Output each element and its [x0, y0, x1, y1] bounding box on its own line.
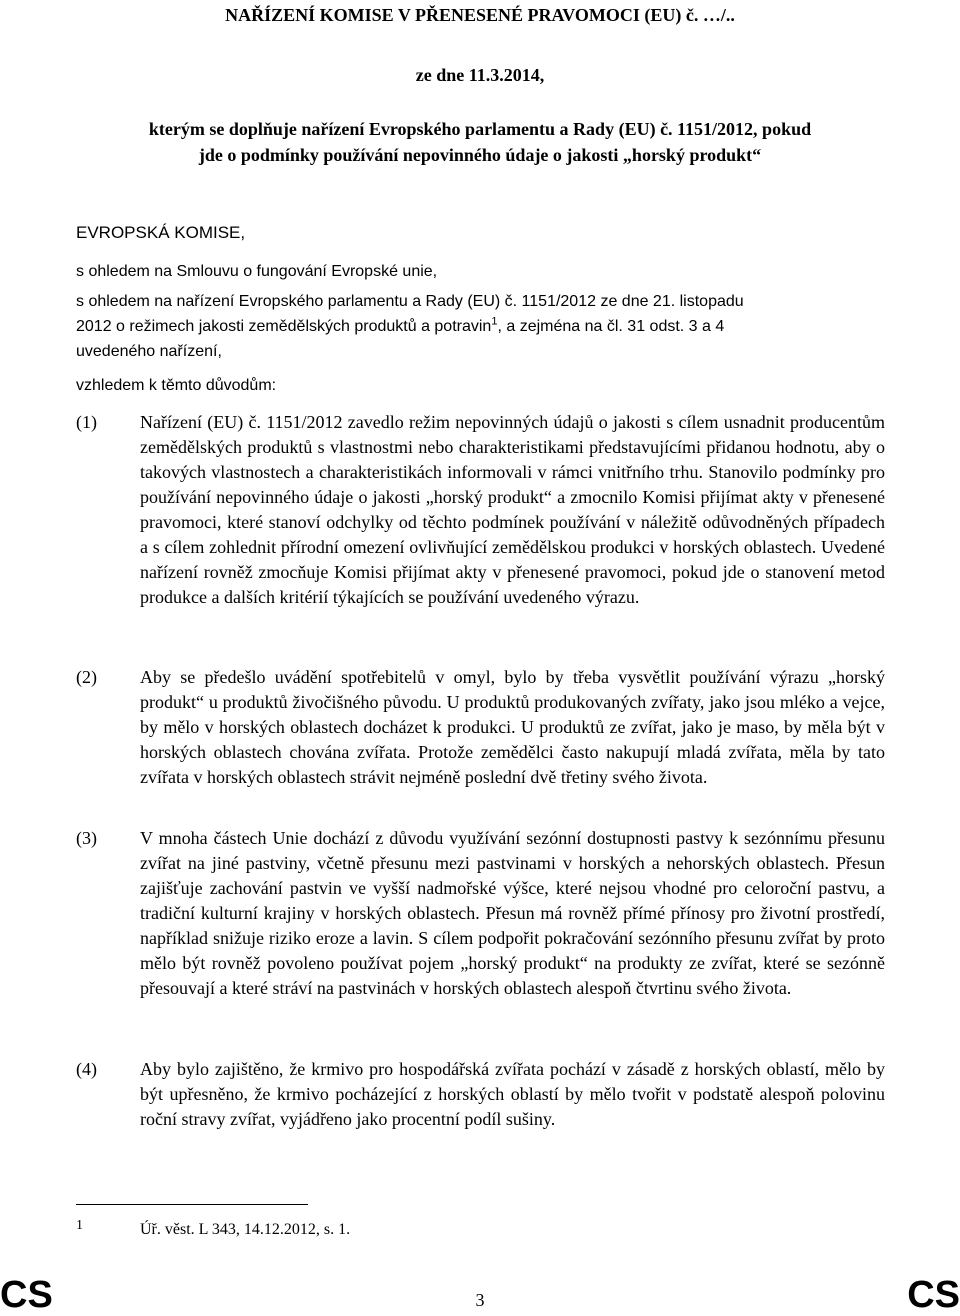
- language-code-right: CS: [907, 1274, 960, 1316]
- citation-regulation-text-a: 2012 o režimech jakosti zemědělských produktů a potravin: [76, 318, 492, 335]
- citation-treaty: s ohledem na Smlouvu o fungování Evropské unie,: [76, 263, 438, 280]
- page-number: 3: [475, 1290, 485, 1310]
- footnote-separator: [76, 1204, 308, 1205]
- recital-4-text: Aby bylo zajištěno, že krmivo pro hospodářská zvířata pochází v zásadě z horských oblastí, mělo by být upřesněno, že krmivo pocházející z horských oblastí by mělo tvořit v podstatě alespoň polovinu roční stravy zvířat, vyjádřeno jako procentní podíl sušiny.: [140, 1059, 885, 1129]
- citation-regulation-line-1: s ohledem na nařízení Evropského parlamentu a Rady (EU) č. 1151/2012 ze dne 21. listopadu: [76, 293, 744, 310]
- citation-regulation-line-3: uvedeného nařízení,: [76, 343, 222, 360]
- whereas-clause: vzhledem k těmto důvodům:: [76, 377, 277, 394]
- document-subject-line-2: jde o podmínky používání nepovinného údaje o jakosti „horský produkt“: [198, 145, 762, 165]
- recital-2-text: Aby se předešlo uvádění spotřebitelů v omyl, bylo by třeba vysvětlit používání výrazu „horský produkt“ u produktů živočišného původu. U produktů produkovaných zvířaty, jako jsou mléko a vejce, by mělo v horských oblastech docházet k produkci. U produktů ze zvířat, jako je maso, by měla být v horských oblastech chována zvířata. Protože zemědělci často nakupují mladá zvířata, měla by tato zvířata v horských oblastech strávit nejméně poslední dvě třetiny svého života.: [140, 667, 885, 787]
- recital-1-number: (1): [76, 412, 97, 432]
- recital-3-number: (3): [76, 828, 97, 848]
- recital-1-text: Nařízení (EU) č. 1151/2012 zavedlo režim nepovinných údajů o jakosti s cílem usnadnit producentům zemědělských produktů s vlastnostmi nebo charakteristikami představujícími přidanou hodnotu, aby o takových vlastnostech a charakteristikách informovali v rámci vnitřního trhu. Stanovilo podmínky pro používání nepovinného údaje o jakosti „horský produkt“ a zmocnilo Komisi přijímat akty v přenesené pravomoci, které stanoví odchylky od těchto podmínek používání v náležitě odůvodněných případech a s cílem zohlednit přírodní omezení ovlivňující zemědělskou produkci v horských oblastech. Uvedené nařízení rovněž zmocňuje Komisi přijímat akty v přenesené pravomoci, pokud jde o stanovení metod produkce a dalších kritérií týkajících se používání uvedeného výrazu.: [140, 412, 885, 607]
- footnote-text: Úř. věst. L 343, 14.12.2012, s. 1.: [140, 1221, 351, 1238]
- citation-regulation-line-2: [76, 314, 724, 340]
- footnote-number: 1: [76, 1218, 83, 1233]
- recital-2-number: (2): [76, 667, 97, 687]
- citation-regulation-text-b: , a zejména na čl. 31 odst. 3 a 4: [497, 318, 725, 335]
- recital-4-number: (4): [76, 1059, 97, 1079]
- document-date: ze dne 11.3.2014,: [415, 65, 545, 85]
- institution-name: EVROPSKÁ KOMISE,: [76, 223, 246, 242]
- footnote-reference: 1: [491, 315, 498, 328]
- document-title: NAŘÍZENÍ KOMISE V PŘENESENÉ PRAVOMOCI (EU) č. …/..: [225, 5, 735, 25]
- document-subject-line-1: kterým se doplňuje nařízení Evropského parlamentu a Rady (EU) č. 1151/2012, pokud: [148, 119, 812, 139]
- language-code-left: CS: [0, 1274, 53, 1316]
- recital-3-text: V mnoha částech Unie dochází z důvodu využívání sezónní dostupnosti pastvy k sezónnímu přesunu zvířat na jiné pastviny, včetně přesunu mezi pastvinami v horských a nehorských oblastech. Přesun zajišťuje zachování pastvin ve vyšší nadmořské výšce, které nejsou vhodné pro celoroční pastvu, a tradiční kulturní krajiny v horských oblastech. Přesun má rovněž přímé přínosy pro životní prostředí, například snižuje riziko eroze a lavin. S cílem podpořit pokračování sezónního přesunu zvířat by proto mělo být rovněž povoleno používat pojem „horský produkt“ na produkty ze zvířat, které se sezónně přesouvají a které stráví na pastvinách v horských oblastech alespoň čtvrtinu svého života.: [140, 828, 885, 998]
